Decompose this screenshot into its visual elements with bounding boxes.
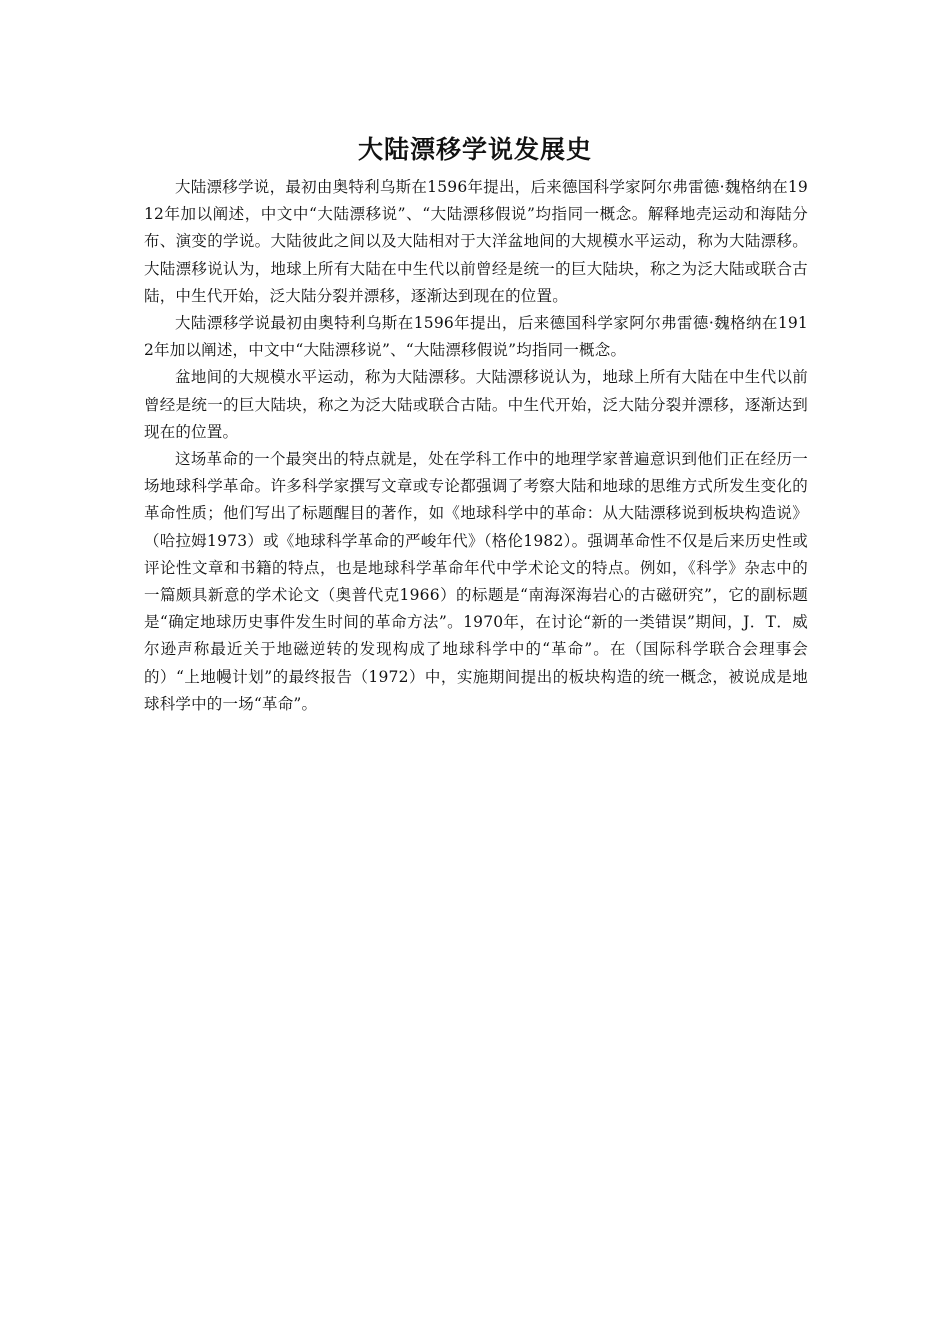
paragraph-1: 大陆漂移学说，最初由奥特利乌斯在1596年提出，后来德国科学家阿尔弗雷德·魏格纳在1912年加以阐述，中文中“大陆漂移说”、“大陆漂移假说”均指同一概念。解释地壳运动和海陆分布、演变的学说。大陆彼此之间以及大陆相对于大洋盆地间的大规模水平运动，称为大陆漂移。大陆漂移说认为，地球上所有大陆在中生代以前曾经是统一的巨大陆块，称之为泛大陆或联合古陆，中生代开始，泛大陆分裂并漂移，逐渐达到现在的位置。 — [144, 178, 808, 305]
document-body — [144, 174, 808, 718]
paragraph-3: 盆地间的大规模水平运动，称为大陆漂移。大陆漂移说认为，地球上所有大陆在中生代以前曾经是统一的巨大陆块，称之为泛大陆或联合古陆。中生代开始，泛大陆分裂并漂移，逐渐达到现在的位置。 — [144, 368, 808, 441]
document-title: 大陆漂移学说发展史 — [357, 135, 592, 164]
paragraph-4: 这场革命的一个最突出的特点就是，处在学科工作中的地理学家普遍意识到他们正在经历一场地球科学革命。许多科学家撰写文章或专论都强调了考察大陆和地球的思维方式所发生变化的革命性质；他们写出了标题醒目的著作，如《地球科学中的革命：从大陆漂移说到板块构造说》（哈拉姆1973）或《地球科学革命的严峻年代》（格伦1982）。强调革命性不仅是后来历史性或评论性文章和书籍的特点，也是地球科学革命年代中学术论文的特点。例如，《科学》杂志中的一篇颇具新意的学术论文（奥普代克1966）的标题是“南海深海岩心的古磁研究”，它的副标题是“确定地球历史事件发生时间的革命方法”。1970年，在讨论“新的一类错误”期间，J．T．威尔逊声称最近关于地磁逆转的发现构成了地球科学中的“革命”。在（国际科学联合会理事会的）“上地幔计划”的最终报告（1972）中，实施期间提出的板块构造的统一概念，被说成是地球科学中的一场“革命”。 — [144, 450, 808, 713]
paragraph-2: 大陆漂移学说最初由奥特利乌斯在1596年提出，后来德国科学家阿尔弗雷德·魏格纳在1912年加以阐述，中文中“大陆漂移说”、“大陆漂移假说”均指同一概念。 — [144, 314, 808, 360]
